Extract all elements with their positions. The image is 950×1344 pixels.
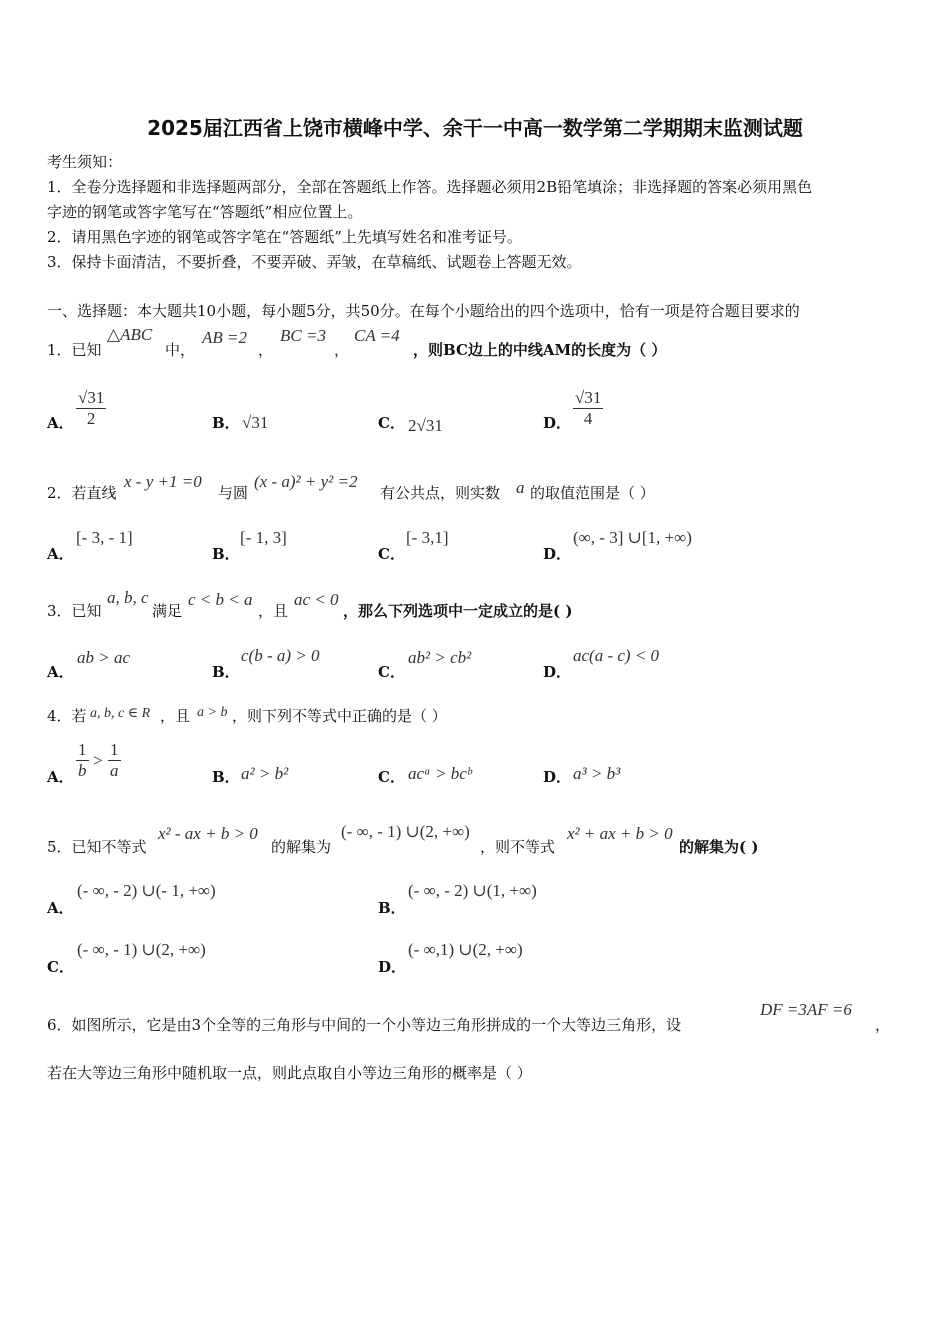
- q3-number: 3．已知: [47, 602, 102, 620]
- q1-a-denominator: 2: [86, 409, 96, 428]
- q5-option-a-label: A．: [47, 899, 74, 917]
- q1-d-numerator: √31: [575, 388, 602, 407]
- q1-ab: AB =2: [202, 328, 247, 347]
- q6-line-2: 若在大等边三角形中随机取一点，则此点取自小等边三角形的概率是（ ）: [47, 1064, 532, 1082]
- q3-option-a-label: A．: [47, 663, 74, 681]
- q5-text: 的解集为: [271, 838, 332, 856]
- q1-text: 中，: [165, 341, 196, 359]
- q5-inequality-1: x² - ax + b > 0: [158, 824, 258, 843]
- q1-option-a-label: A．: [47, 414, 74, 432]
- q2-option-d-value: (∞, - 3] ∪[1, +∞): [573, 528, 692, 547]
- q1-option-a-value: [76, 388, 106, 429]
- q3-option-d-label: D．: [543, 663, 572, 681]
- q6-comma: ，: [875, 1016, 891, 1034]
- q3-variables: a, b, c: [107, 588, 149, 607]
- q1-option-c-value: 2√31: [408, 416, 443, 435]
- q3-option-b-label: B．: [212, 663, 240, 681]
- q5-option-c-value: (- ∞, - 1) ∪(2, +∞): [77, 940, 206, 959]
- q5-option-d-label: D．: [378, 958, 407, 976]
- q1-a-numerator: √31: [78, 388, 105, 407]
- q2-text: 的取值范围是（ ）: [530, 484, 655, 502]
- q2-option-a-value: [- 3, - 1]: [76, 528, 133, 547]
- q2-option-b-label: B．: [212, 545, 240, 563]
- q1-option-b-label: B．: [212, 414, 240, 432]
- page-title: 2025届江西省上饶市横峰中学、余干一中高一数学第二学期期末监测试题: [147, 116, 803, 140]
- notice-heading: 考生须知：: [47, 153, 123, 171]
- q4-option-b-value: a² > b²: [241, 764, 289, 783]
- q5-option-a-value: (- ∞, - 2) ∪(- 1, +∞): [77, 881, 216, 900]
- q4-number: 4．若: [47, 707, 87, 725]
- q6-number-text: 6．如图所示，它是由3个全等的三角形与中间的一个小等边三角形拼成的一个大等边三角形，设: [47, 1016, 682, 1034]
- q4-text: ，则下列不等式中正确的是（ ）: [232, 707, 447, 725]
- q3-option-c-label: C．: [378, 663, 405, 681]
- q1-option-d-value: [573, 388, 603, 429]
- q3-option-c-value: ab² > cb²: [408, 648, 472, 667]
- q5-option-b-label: B．: [378, 899, 406, 917]
- q4-option-c-value: acᵃ > bcᵇ: [408, 764, 472, 783]
- q5-option-d-value: (- ∞,1) ∪(2, +∞): [408, 940, 523, 959]
- q1-number: 1．已知: [47, 341, 102, 359]
- q2-text: 与圆: [218, 484, 249, 502]
- q4-text: ，且: [160, 707, 191, 725]
- q2-circle-equation: (x - a)² + y² =2: [254, 472, 358, 491]
- q2-option-d-label: D．: [543, 545, 572, 563]
- q4-option-b-label: B．: [212, 768, 240, 786]
- q2-line-equation: x - y +1 =0: [124, 472, 202, 491]
- q6-equation: DF =3AF =6: [760, 1000, 852, 1019]
- q5-option-b-value: (- ∞, - 2) ∪(1, +∞): [408, 881, 537, 900]
- q5-solution-set: (- ∞, - 1) ∪(2, +∞): [341, 822, 470, 841]
- q5-inequality-2: x² + ax + b > 0: [567, 824, 673, 843]
- q1-triangle: △ABC: [107, 325, 153, 344]
- q2-variable-a: a: [516, 478, 525, 497]
- q3-option-d-value: ac(a - c) < 0: [573, 646, 660, 665]
- q4-option-d-label: D．: [543, 768, 572, 786]
- q4-option-c-label: C．: [378, 768, 405, 786]
- q5-text: 的解集为( ): [679, 838, 759, 856]
- notice-line-3: 3．保持卡面清洁，不要折叠，不要弄破、弄皱，在草稿纸、试题卷上答题无效。: [47, 253, 582, 271]
- q5-text: ，则不等式: [480, 838, 556, 856]
- q3-condition-2: ac < 0: [294, 590, 339, 609]
- section-heading: 一、选择题：本大题共10小题，每小题5分，共50分。在每个小题给出的四个选项中，恰有一项是符合题目要求的: [47, 302, 800, 320]
- q1-text: ，则BC边上的中线AM的长度为（ ）: [413, 341, 667, 359]
- notice-line-2: 2．请用黑色字迹的钢笔或答字笔在“答题纸”上先填写姓名和准考证号。: [47, 228, 522, 246]
- q1-bc: BC =3: [280, 326, 326, 345]
- q1-option-d-label: D．: [543, 414, 572, 432]
- q4-a-left-numerator: 1: [78, 740, 87, 759]
- q1-comma: ，: [258, 341, 274, 359]
- q4-option-a-right: [108, 740, 121, 781]
- q3-text: 满足: [152, 602, 183, 620]
- q3-condition-1: c < b < a: [188, 590, 253, 609]
- notice-line-1a: 1．全卷分选择题和非选择题两部分，全部在答题纸上作答。选择题必须用2B铅笔填涂；非选择题的答案必须用黑色: [47, 178, 813, 196]
- q4-option-a-label: A．: [47, 768, 74, 786]
- q4-a-right-numerator: 1: [110, 740, 119, 759]
- q2-option-b-value: [- 1, 3]: [240, 528, 287, 547]
- q1-ca: CA =4: [354, 326, 400, 345]
- q2-option-c-label: C．: [378, 545, 405, 563]
- q2-number: 2．若直线: [47, 484, 117, 502]
- q2-option-c-value: [- 3,1]: [406, 528, 449, 547]
- q2-text: 有公共点，则实数: [380, 484, 501, 502]
- q4-option-d-value: a³ > b³: [573, 764, 621, 783]
- q4-a-right-denominator: a: [110, 761, 119, 780]
- q1-option-b-value: √31: [242, 413, 269, 432]
- q4-option-a-left: [76, 740, 89, 781]
- q3-option-b-value: c(b - a) > 0: [241, 646, 320, 665]
- q2-option-a-label: A．: [47, 545, 74, 563]
- q4-option-a-gt: >: [93, 751, 103, 770]
- q5-option-c-label: C．: [47, 958, 74, 976]
- q3-text: ，那么下列选项中一定成立的是( ): [343, 602, 573, 620]
- q1-d-denominator: 4: [583, 409, 593, 428]
- notice-line-1b: 字迹的钢笔或答字笔写在“答题纸”相应位置上。: [47, 203, 363, 221]
- q3-option-a-value: ab > ac: [77, 648, 131, 667]
- q4-variables: a, b, c ∈ R: [90, 706, 151, 721]
- q1-comma: ，: [334, 341, 350, 359]
- q3-text: ，且: [258, 602, 289, 620]
- q4-condition: a > b: [197, 705, 228, 720]
- q4-a-left-denominator: b: [78, 761, 87, 780]
- q1-option-c-label: C．: [378, 414, 405, 432]
- q5-number: 5．已知不等式: [47, 838, 147, 856]
